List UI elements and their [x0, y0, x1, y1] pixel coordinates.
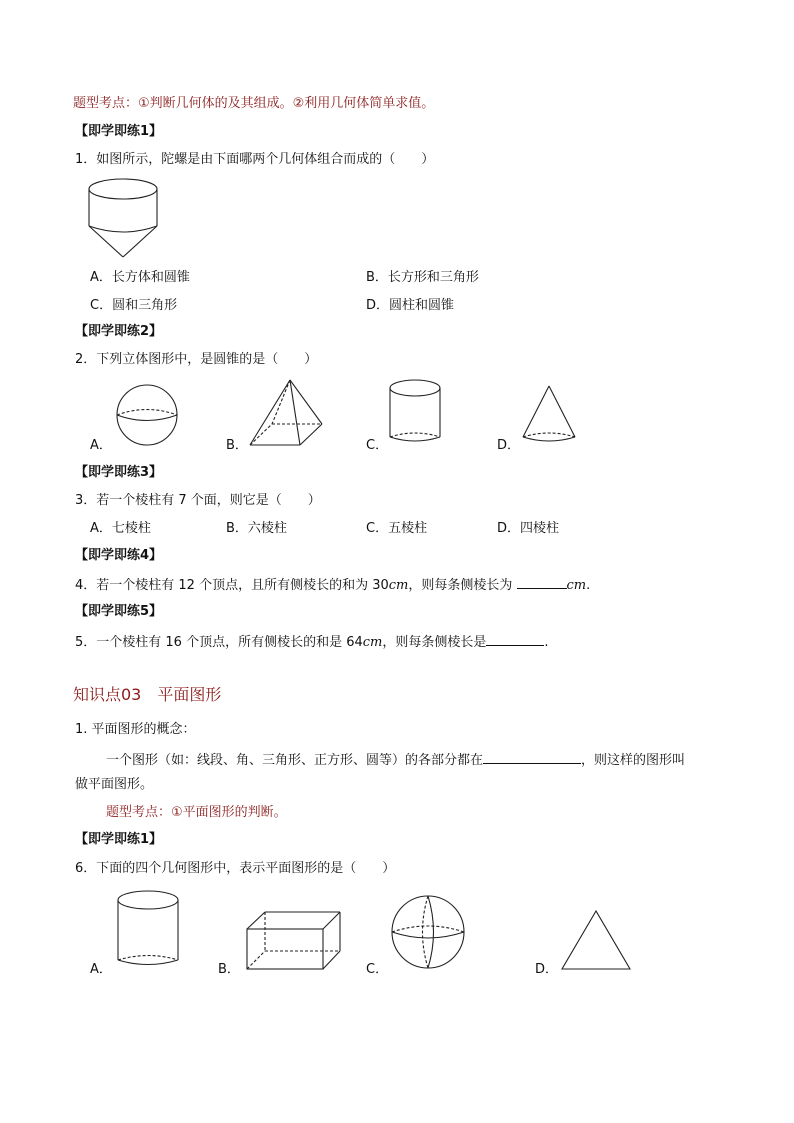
drill-label-2: 【即学即练2】 — [75, 324, 163, 339]
concept-title: 1. 平面图形的概念： — [75, 722, 196, 737]
triangle-figure — [561, 910, 633, 972]
question-4: 4．若一个棱柱有 12 个顶点，且所有侧棱长的和为 30cm，则每条侧棱长为 cm. — [75, 575, 590, 595]
drill-label-1: 【即学即练1】 — [75, 124, 163, 139]
concept-line-2: 做平面图形。 — [75, 777, 154, 792]
question-3: 3．若一个棱柱有 7 个面，则它是（ ） — [75, 493, 321, 508]
q4-answer-blank[interactable] — [517, 575, 567, 589]
q6-option-b[interactable]: B． — [218, 962, 240, 977]
q2-option-b[interactable]: B． — [226, 438, 248, 453]
drill-label-6: 【即学即练1】 — [75, 832, 163, 847]
drill-label-5: 【即学即练5】 — [75, 604, 163, 619]
q2-option-a[interactable]: A． — [90, 438, 112, 453]
q6-option-d[interactable]: D． — [535, 962, 559, 977]
cylinder-figure-2 — [117, 890, 179, 972]
q5-answer-blank[interactable] — [486, 632, 544, 646]
pyramid-figure — [248, 378, 328, 448]
q2-option-d[interactable]: D． — [497, 438, 521, 453]
q3-option-d[interactable]: D．四棱柱 — [497, 521, 560, 536]
exam-points-2: 题型考点：①平面图形的判断。 — [106, 805, 287, 820]
cylinder-figure — [389, 379, 441, 449]
drill-label-3: 【即学即练3】 — [75, 465, 163, 480]
sphere-figure — [116, 384, 180, 448]
section-heading: 知识点03 平面图形 — [73, 685, 222, 704]
q1-option-c[interactable]: C．圆和三角形 — [90, 298, 178, 313]
exam-points-1: 题型考点：①判断几何体的及其组成。②利用几何体简单求值。 — [73, 96, 435, 111]
spinning-top-figure — [88, 178, 158, 260]
concept-answer-blank[interactable] — [483, 750, 581, 764]
cone-figure — [522, 385, 578, 447]
q1-option-d[interactable]: D．圆柱和圆锥 — [366, 298, 455, 313]
question-2: 2．下列立体图形中，是圆锥的是（ ） — [75, 352, 318, 367]
q3-option-b[interactable]: B．六棱柱 — [226, 521, 287, 536]
question-1: 1．如图所示，陀螺是由下面哪两个几何体组合而成的（ ） — [75, 152, 435, 167]
q3-option-a[interactable]: A．七棱柱 — [90, 521, 151, 536]
globe-sphere-figure — [391, 894, 467, 972]
question-6: 6．下面的四个几何图形中，表示平面图形的是（ ） — [75, 861, 396, 876]
concept-line-1: 一个图形（如：线段、角、三角形、正方形、圆等）的各部分都在 ，则这样的图形叫 — [106, 750, 685, 770]
drill-label-4: 【即学即练4】 — [75, 548, 163, 563]
q3-option-c[interactable]: C．五棱柱 — [366, 521, 428, 536]
cuboid-figure — [246, 911, 342, 971]
q6-option-a[interactable]: A． — [90, 962, 112, 977]
q6-option-c[interactable]: C． — [366, 962, 389, 977]
q1-option-b[interactable]: B．长方形和三角形 — [366, 270, 479, 285]
q2-option-c[interactable]: C． — [366, 438, 389, 453]
question-5: 5．一个棱柱有 16 个顶点，所有侧棱长的和是 64cm，则每条侧棱长是 . — [75, 632, 549, 652]
q1-option-a[interactable]: A．长方体和圆锥 — [90, 270, 190, 285]
